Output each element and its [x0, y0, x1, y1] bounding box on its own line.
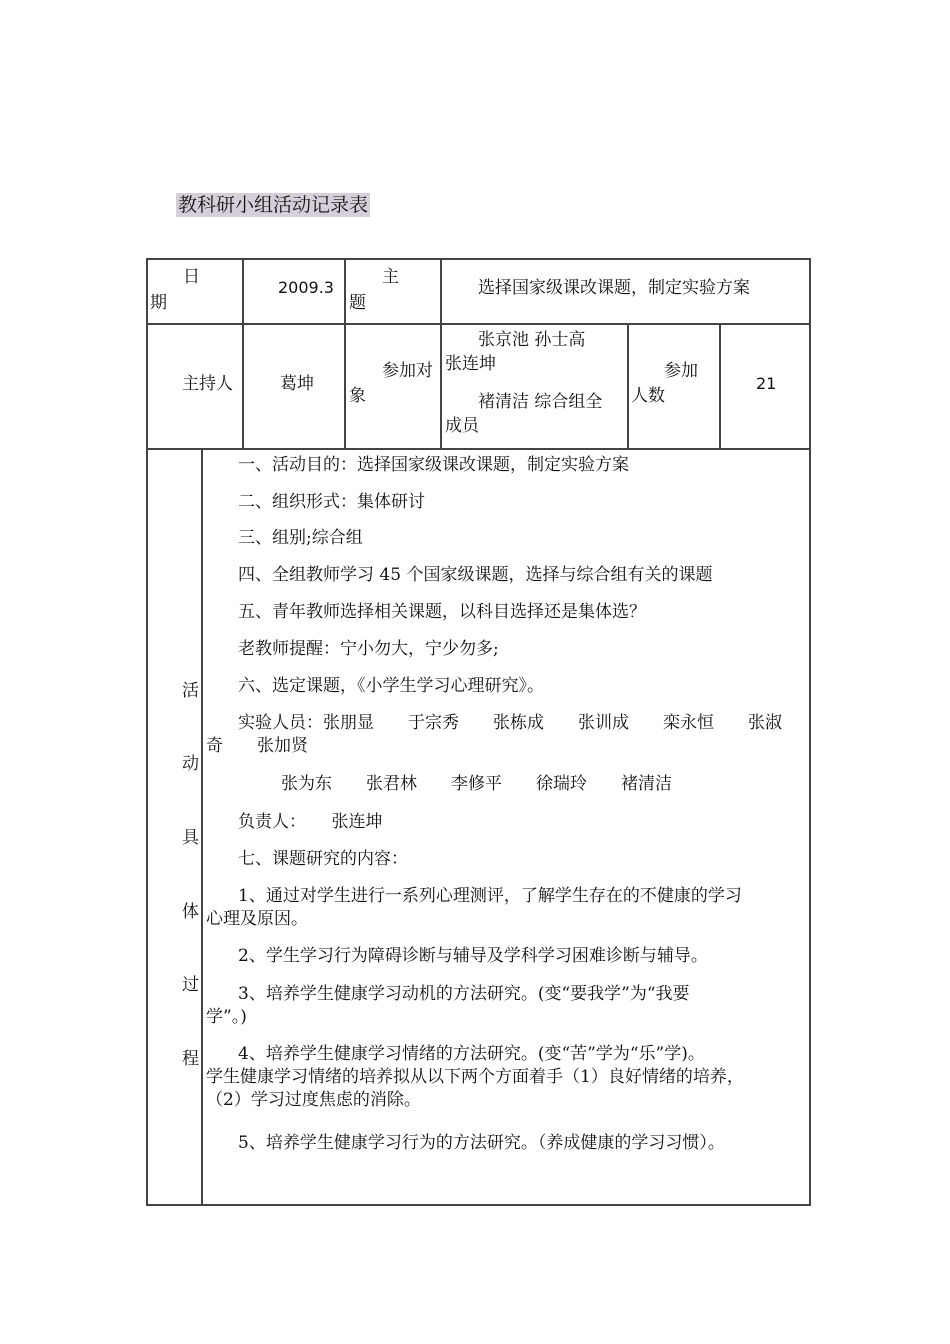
process-line: 奇 张加贤	[206, 736, 308, 756]
process-paragraph	[206, 983, 806, 1029]
row-divider-2	[146, 448, 811, 450]
host-value: 葛坤	[280, 374, 314, 394]
process-paragraph	[206, 773, 806, 796]
process-paragraph	[206, 811, 806, 834]
process-label-char: 具	[182, 828, 199, 848]
col-divider	[627, 324, 629, 449]
process-line: 七、课题研究的内容：	[238, 849, 408, 869]
process-line: 四、全组教师学习 45 个国家级课题，选择与综合组有关的课题	[238, 565, 713, 585]
process-paragraph	[206, 564, 806, 587]
process-line: （2）学习过度焦虑的消除。	[206, 1090, 421, 1110]
process-line: 心理及原因。	[206, 909, 308, 929]
page-title: 教科研小组活动记录表	[178, 194, 369, 216]
participants-line: 张连坤	[445, 354, 496, 374]
process-paragraph	[206, 527, 806, 550]
count-value: 21	[756, 374, 777, 393]
process-line: 二、组织形式：集体研讨	[238, 492, 425, 512]
process-label-char: 过	[182, 975, 199, 995]
col-divider	[201, 449, 203, 1206]
participants-label-bottom: 象	[349, 386, 366, 406]
process-line: 六、选定课题，《小学生学习心理研究》。	[238, 676, 544, 696]
participants-line: 褚清洁 综合组全	[478, 392, 603, 412]
process-line: 老教师提醒：宁小勿大，宁少勿多;	[238, 639, 499, 659]
process-paragraph	[206, 638, 806, 661]
process-line: 实验人员：张朋显 于宗秀 张栋成 张训成 栾永恒 张淑	[238, 713, 782, 733]
process-label-char: 程	[182, 1049, 199, 1069]
host-label: 主持人	[182, 374, 233, 394]
topic-value: 选择国家级课改课题，制定实验方案	[478, 278, 750, 298]
process-paragraph	[206, 454, 806, 477]
process-line: 一、活动目的：选择国家级课改课题，制定实验方案	[238, 455, 629, 475]
col-divider	[242, 258, 244, 449]
col-divider	[719, 324, 721, 449]
process-line: 1、通过对学生进行一系列心理测评，了解学生存在的不健康的学习	[238, 886, 742, 906]
process-line: 学”。)	[206, 1007, 247, 1027]
col-divider	[440, 258, 442, 449]
process-paragraph	[206, 712, 806, 758]
process-paragraph	[206, 601, 806, 624]
process-paragraph	[206, 1132, 806, 1155]
date-value: 2009.3	[278, 278, 334, 297]
count-label-bottom: 人数	[631, 386, 665, 406]
row-divider-1	[146, 323, 811, 325]
process-line: 三、组别;综合组	[238, 528, 363, 548]
date-label-bottom: 期	[150, 293, 167, 313]
process-paragraph	[206, 1043, 806, 1112]
col-divider	[344, 258, 346, 449]
process-paragraph	[206, 885, 806, 931]
process-line: 五、青年教师选择相关课题，以科目选择还是集体选？	[238, 602, 646, 622]
process-label-char: 体	[182, 902, 199, 922]
process-line: 张为东 张君林 李修平 徐瑞玲 褚清洁	[281, 774, 672, 794]
count-label-top: 参加	[664, 361, 698, 381]
date-label-top: 日	[183, 267, 200, 287]
process-line: 4、培养学生健康学习情绪的方法研究。(变“苦”学为“乐”学)。	[238, 1044, 705, 1064]
process-paragraph	[206, 945, 806, 968]
participants-label-top: 参加对	[382, 361, 433, 381]
process-line: 5、培养学生健康学习行为的方法研究。（养成健康的学习习惯）。	[238, 1133, 725, 1153]
process-label-char: 动	[182, 754, 199, 774]
process-line: 3、培养学生健康学习动机的方法研究。(变“要我学”为“我要	[238, 984, 690, 1004]
topic-label-bottom: 题	[349, 293, 366, 313]
topic-label-top: 主	[382, 267, 399, 287]
process-line: 负责人： 张连坤	[238, 812, 383, 832]
process-line: 学生健康学习情绪的培养拟从以下两个方面着手（1）良好情绪的培养，	[206, 1067, 744, 1087]
participants-line: 成员	[445, 416, 479, 436]
process-label-char: 活	[182, 681, 199, 701]
participants-line: 张京池 孙士高	[478, 330, 586, 350]
process-paragraph	[206, 675, 806, 698]
process-paragraph	[206, 491, 806, 514]
process-line: 2、学生学习行为障碍诊断与辅导及学科学习困难诊断与辅导。	[238, 946, 708, 966]
process-paragraph	[206, 848, 806, 871]
